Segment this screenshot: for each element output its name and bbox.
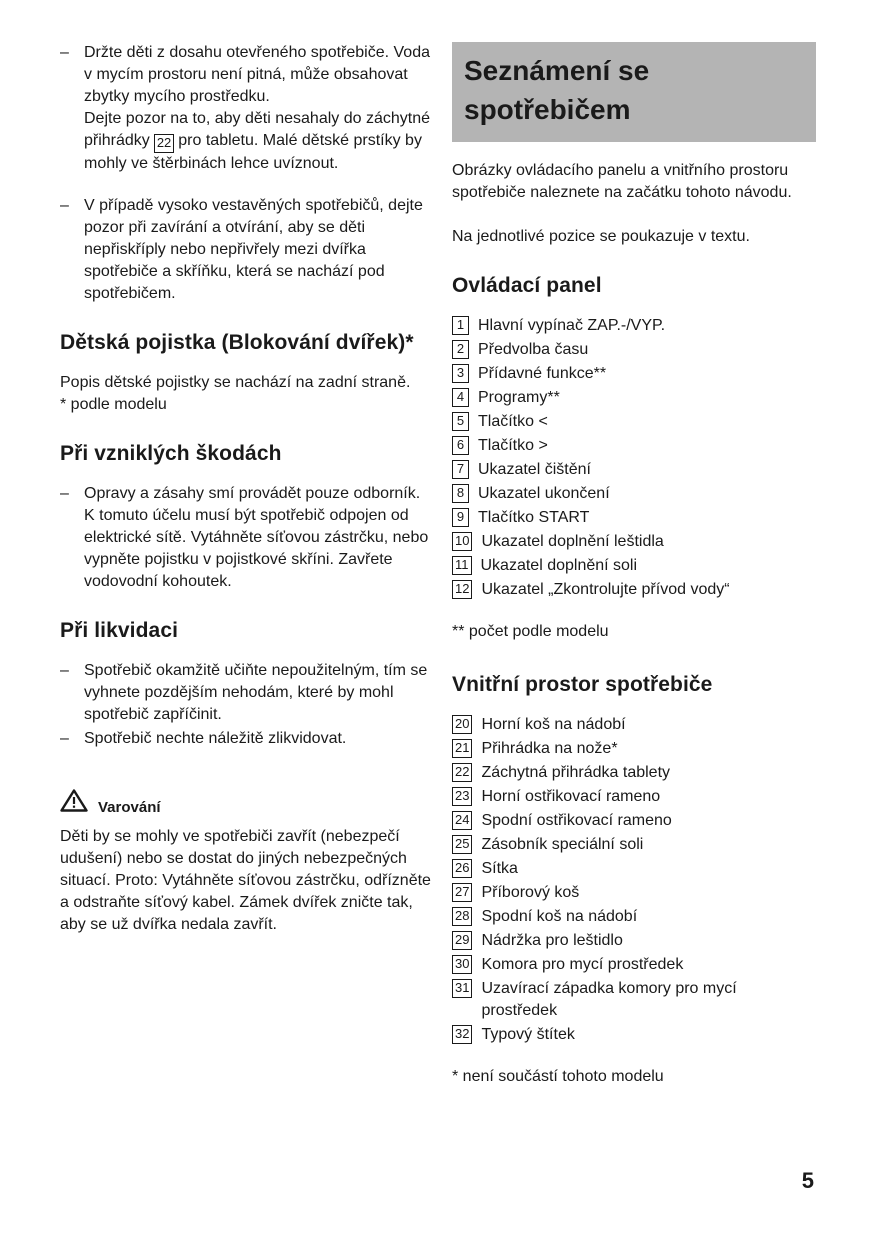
numbered-item <box>452 339 816 361</box>
item-label: Programy** <box>478 389 560 406</box>
dash-marker: – <box>60 197 69 214</box>
ref-box-22: 22 <box>154 134 174 153</box>
warning-triangle-icon <box>60 788 88 818</box>
numbered-item <box>452 714 816 736</box>
item-label: Horní ostřikovací rameno <box>481 788 661 805</box>
item-number-box: 10 <box>452 532 472 551</box>
control-panel-list <box>452 315 816 601</box>
bullet-text: Opravy a zásahy smí provádět pouze odborník. K tomuto účelu musí být spotřebič odpojen od elektrické sítě. Vytáhněte síťovou zástrčku, nebo vypněte pojistku v pojistkové skříni. Zavřete vodovodní kohoutek. <box>84 485 429 590</box>
numbered-item <box>452 459 816 481</box>
numbered-item <box>452 858 816 880</box>
numbered-item <box>452 954 816 976</box>
dash-marker: – <box>60 730 69 747</box>
left-column <box>60 42 434 936</box>
child-lock-text: Popis dětské pojistky se nachází na zadní straně. <box>60 374 411 391</box>
numbered-item <box>452 387 816 409</box>
heading-child-lock: Dětská pojistka (Blokování dvířek)* <box>60 331 414 354</box>
item-label: Tlačítko START <box>478 509 590 526</box>
numbered-item <box>452 531 816 553</box>
numbered-item <box>452 810 816 832</box>
numbered-item <box>452 1024 816 1046</box>
item-number-box: 26 <box>452 859 472 878</box>
numbered-item <box>452 411 816 433</box>
heading-control-panel: Ovládací panel <box>452 274 602 297</box>
safety-bullet-list <box>60 42 434 305</box>
numbered-item <box>452 930 816 952</box>
interior-list <box>452 714 816 1046</box>
numbered-item <box>452 363 816 385</box>
dash-marker: – <box>60 485 69 502</box>
item-label: Ukazatel čištění <box>478 461 591 478</box>
item-number-box: 12 <box>452 580 472 599</box>
numbered-item <box>452 906 816 928</box>
warning-header <box>60 788 434 818</box>
numbered-item <box>452 483 816 505</box>
item-label: Tlačítko > <box>478 437 548 454</box>
list-item <box>60 728 434 750</box>
item-number-box: 7 <box>452 460 469 479</box>
item-number-box: 25 <box>452 835 472 854</box>
right-column <box>452 42 816 1088</box>
item-label: Spodní koš na nádobí <box>481 908 638 925</box>
interior-footnote: * není součástí tohoto modelu <box>452 1068 664 1085</box>
item-number-box: 11 <box>452 556 472 575</box>
heading-disposal: Při likvidaci <box>60 619 179 642</box>
item-label: Spodní ostřikovací rameno <box>481 812 672 829</box>
item-label: Hlavní vypínač ZAP.-/VYP. <box>478 317 666 334</box>
item-number-box: 20 <box>452 715 472 734</box>
item-number-box: 9 <box>452 508 469 527</box>
section-title: Seznámení se spotřebičem <box>464 55 650 125</box>
item-number-box: 4 <box>452 388 469 407</box>
item-number-box: 29 <box>452 931 472 950</box>
item-label: Příborový koš <box>481 884 580 901</box>
dash-marker: – <box>60 662 69 679</box>
item-label: Tlačítko < <box>478 413 548 430</box>
numbered-item <box>452 762 816 784</box>
item-number-box: 30 <box>452 955 472 974</box>
item-label: Ukazatel „Zkontrolujte přívod vody“ <box>481 581 730 598</box>
numbered-item <box>452 435 816 457</box>
list-item <box>60 42 434 175</box>
item-label: Sítka <box>481 860 518 877</box>
item-number-box: 1 <box>452 316 469 335</box>
bullet-text: Spotřebič nechte náležitě zlikvidovat. <box>84 730 347 747</box>
item-number-box: 24 <box>452 811 472 830</box>
bullet-text: V případě vysoko vestavěných spotřebičů, dejte pozor při zavírání a otvírání, aby se děti nepřiskříply nebo nepřivřely mezi dvířka spotřebiče a skříňku, která se nachází pod spotřebičem. <box>84 197 423 302</box>
item-number-box: 22 <box>452 763 472 782</box>
bullet-text: Dejte pozor na to, aby děti nesahaly do záchytné přihrádky 22 pro tabletu. Malé dětské prstíky by mohly ve štěrbinách lehce uvíznout. <box>84 110 430 172</box>
item-label: Uzavírací západka komory pro mycí prostředek <box>481 980 737 1019</box>
numbered-item <box>452 978 816 1022</box>
numbered-item <box>452 834 816 856</box>
bullet-text: Držte děti z dosahu otevřeného spotřebiče. Voda v mycím prostoru není pitná, může obsahovat zbytky mycího prostředku. <box>84 44 430 105</box>
numbered-item <box>452 738 816 760</box>
bullet-text: Spotřebič okamžitě učiňte nepoužitelným, tím se vyhnete pozdějším nehodám, které by mohl spotřebič zapříčinit. <box>84 662 428 723</box>
numbered-item <box>452 579 816 601</box>
item-label: Horní koš na nádobí <box>481 716 626 733</box>
warning-text: Děti by se mohly ve spotřebiči zavřít (nebezpečí udušení) nebo se dostat do jiných nebezpečných situací. Proto: Vytáhněte síťovou zástrčku, odřízněte a odstraňte síťový kabel. Zámek dvířek zničte tak, aby se už dvířka nedala zavřít. <box>60 828 431 933</box>
numbered-item <box>452 507 816 529</box>
item-label: Ukazatel doplnění leštidla <box>481 533 664 550</box>
list-item <box>60 483 434 593</box>
page-number: 5 <box>801 1168 814 1193</box>
heading-damages: Při vzniklých škodách <box>60 442 282 465</box>
item-label: Typový štítek <box>481 1026 575 1043</box>
intro-paragraph: Obrázky ovládacího panelu a vnitřního prostoru spotřebiče naleznete na začátku tohoto návodu. <box>452 162 792 201</box>
item-label: Ukazatel doplnění soli <box>480 557 638 574</box>
item-number-box: 6 <box>452 436 469 455</box>
item-label: Přihrádka na nože* <box>481 740 618 757</box>
numbered-item <box>452 786 816 808</box>
warning-title: Varování <box>98 799 161 816</box>
control-panel-footnote: ** počet podle modelu <box>452 623 609 640</box>
numbered-item <box>452 315 816 337</box>
item-number-box: 5 <box>452 412 469 431</box>
item-label: Předvolba času <box>478 341 589 358</box>
list-item <box>60 660 434 726</box>
numbered-item <box>452 882 816 904</box>
numbered-item <box>452 555 816 577</box>
item-number-box: 23 <box>452 787 472 806</box>
item-label: Přídavné funkce** <box>478 365 607 382</box>
damages-bullet-list <box>60 483 434 593</box>
child-lock-footnote: * podle modelu <box>60 396 167 413</box>
item-number-box: 2 <box>452 340 469 359</box>
list-item <box>60 195 434 305</box>
item-number-box: 32 <box>452 1025 472 1044</box>
heading-interior: Vnitřní prostor spotřebiče <box>452 673 713 696</box>
disposal-bullet-list <box>60 660 434 750</box>
item-label: Záchytná přihrádka tablety <box>481 764 671 781</box>
item-label: Zásobník speciální soli <box>481 836 644 853</box>
item-number-box: 3 <box>452 364 469 383</box>
warning-block <box>60 788 434 936</box>
item-number-box: 21 <box>452 739 472 758</box>
item-label: Ukazatel ukončení <box>478 485 610 502</box>
item-number-box: 27 <box>452 883 472 902</box>
item-number-box: 31 <box>452 979 472 998</box>
item-label: Komora pro mycí prostředek <box>481 956 684 973</box>
section-header <box>452 42 816 142</box>
intro-paragraph: Na jednotlivé pozice se poukazuje v textu. <box>452 228 750 245</box>
item-number-box: 28 <box>452 907 472 926</box>
item-label: Nádržka pro leštidlo <box>481 932 623 949</box>
item-number-box: 8 <box>452 484 469 503</box>
dash-marker: – <box>60 44 69 61</box>
